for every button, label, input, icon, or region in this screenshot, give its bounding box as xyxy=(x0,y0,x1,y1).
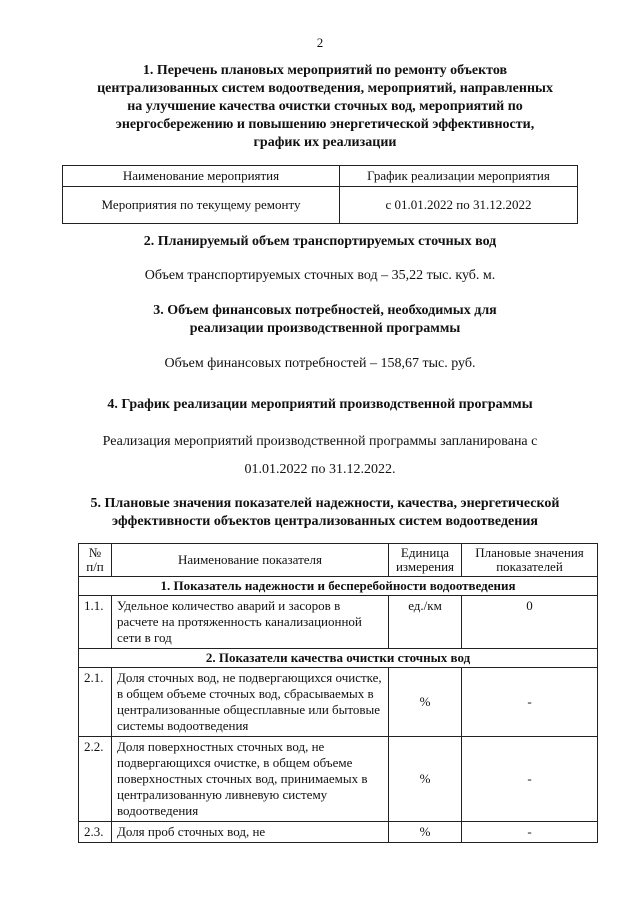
unit-cell: % xyxy=(389,668,462,737)
section2-title: 2. Планируемый объем транспортируемых сточных вод xyxy=(143,234,497,249)
row-number: 2.2. xyxy=(79,737,112,822)
column-header: Наименование мероприятия xyxy=(63,166,340,187)
column-header: Единица измерения xyxy=(389,544,462,577)
row-number: 2.1. xyxy=(79,668,112,737)
indicator-name: Доля проб сточных вод, не xyxy=(112,822,389,843)
value-cell: - xyxy=(462,737,598,822)
indicators-table xyxy=(78,543,598,843)
row-number: 1.1. xyxy=(79,596,112,649)
table-cell: с 01.01.2022 по 31.12.2022 xyxy=(340,187,578,224)
column-header: Наименование показателя xyxy=(112,544,389,577)
section-row xyxy=(79,649,598,668)
unit-cell: % xyxy=(389,822,462,843)
row-number: 2.3. xyxy=(79,822,112,843)
group-title: 2. Показатели качества очистки сточных вод xyxy=(79,649,598,668)
unit-cell: % xyxy=(389,737,462,822)
unit-cell: ед./км xyxy=(389,596,462,649)
table-header-row xyxy=(79,544,598,577)
group-title: 1. Показатель надежности и бесперебойности водоотведения xyxy=(79,577,598,596)
value-cell: 0 xyxy=(462,596,598,649)
value-cell: - xyxy=(462,822,598,843)
section4-text: Реализация мероприятий производственной программы запланирована с 01.01.2022 по 31.12.2022. xyxy=(102,434,538,477)
column-header: Плановые значения показателей xyxy=(462,544,598,577)
value-cell: - xyxy=(462,668,598,737)
section-row xyxy=(79,577,598,596)
table-row xyxy=(79,822,598,843)
indicator-name: Удельное количество аварий и засоров в расчете на протяженность канализационной сети в год xyxy=(112,596,389,649)
section1-title: 1. Перечень плановых мероприятий по ремонту объектов централизованных систем водоотведения, мероприятий, направленных на улучшение качества очистки сточных вод, мероприятий по энергосбережению и повышению энергетической эффективности, график их реализации xyxy=(97,63,553,150)
table-cell: Мероприятия по текущему ремонту xyxy=(63,187,340,224)
section3-text: Объем финансовых потребностей – 158,67 тыс. руб. xyxy=(164,356,476,371)
column-header: График реализации мероприятия xyxy=(340,166,578,187)
section5-title: 5. Плановые значения показателей надежности, качества, энергетической эффективности объектов централизованных систем водоотведения xyxy=(90,496,560,529)
schedule-table xyxy=(62,165,578,224)
section4-title: 4. График реализации мероприятий производственной программы xyxy=(107,397,533,412)
table-row xyxy=(79,737,598,822)
section2-text: Объем транспортируемых сточных вод – 35,22 тыс. куб. м. xyxy=(144,268,496,283)
table-row xyxy=(63,187,578,224)
column-header: № п/п xyxy=(79,544,112,577)
indicator-name: Доля поверхностных сточных вод, не подвергающихся очистке, в общем объеме поверхностных сточных вод, принимаемых в централизованную ливневую систему водоотведения xyxy=(112,737,389,822)
page-number: 2 xyxy=(316,35,324,50)
table-header-row xyxy=(63,166,578,187)
section3-title: 3. Объем финансовых потребностей, необходимых для реализации производственной программы xyxy=(153,303,497,336)
indicator-name: Доля сточных вод, не подвергающихся очистке, в общем объеме сточных вод, сбрасываемых в централизованные общесплавные или бытовые системы водоотведения xyxy=(112,668,389,737)
table-row xyxy=(79,668,598,737)
table-row xyxy=(79,596,598,649)
